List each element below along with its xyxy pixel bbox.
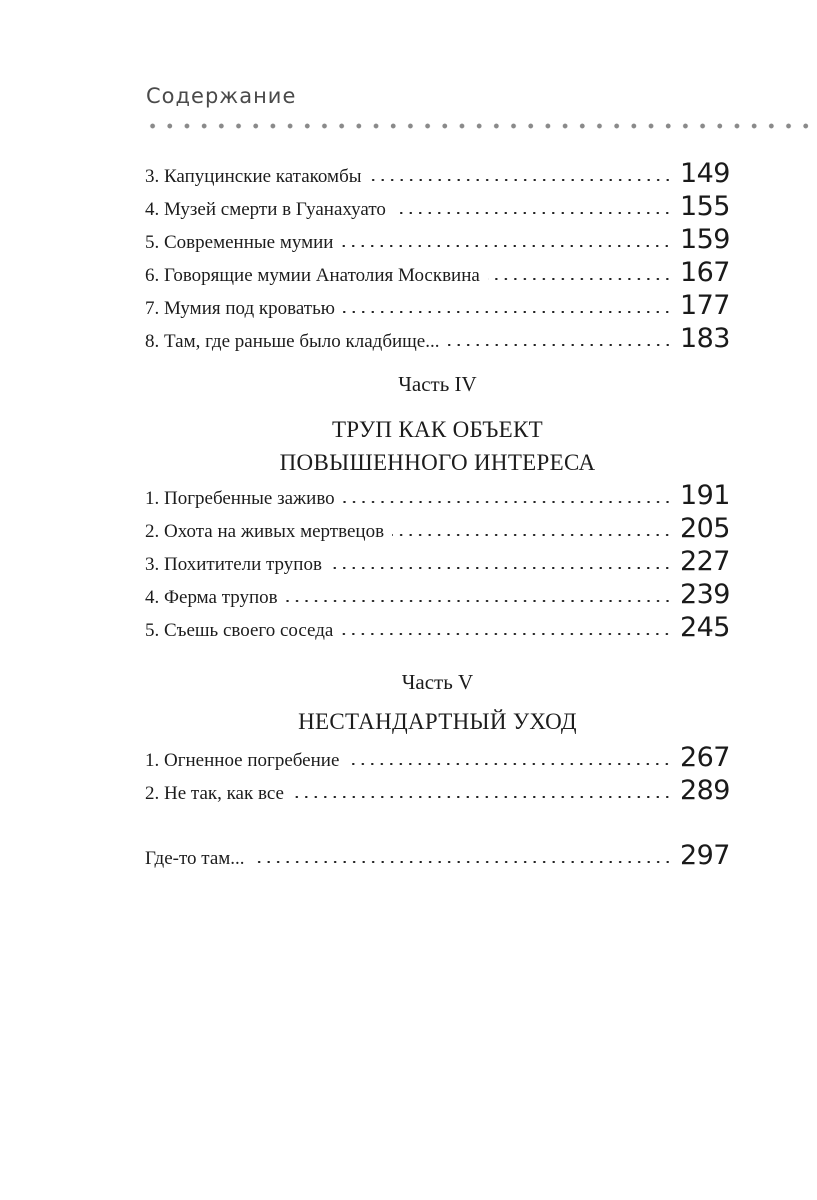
- entry-page-number: 191: [679, 480, 730, 511]
- entry-title: 2. Охота на живых мертвецов: [145, 521, 385, 542]
- entry-title: 5. Современные мумии: [145, 232, 334, 253]
- dot-leader: [370, 179, 672, 181]
- entry-page-number: 289: [679, 775, 730, 806]
- dot-leader: [392, 534, 672, 536]
- dot-leader: [488, 278, 672, 280]
- dot-leader: [330, 567, 672, 569]
- entry-page-number: 183: [679, 323, 730, 354]
- toc-entry[interactable]: [145, 257, 730, 290]
- part-title-line-1: ТРУП КАК ОБЪЕКТ: [331, 417, 544, 442]
- toc-entry[interactable]: [145, 323, 730, 356]
- toc-section-part-4: [145, 480, 730, 645]
- toc-entry[interactable]: [145, 612, 730, 645]
- dot-leader: [292, 796, 672, 798]
- entry-title: 6. Говорящие мумии Анатолия Москвина: [145, 265, 480, 286]
- toc-entry[interactable]: [145, 224, 730, 257]
- entry-page-number: 227: [679, 546, 730, 577]
- dot-leader: [343, 311, 672, 313]
- toc-section-part-5: [145, 742, 730, 808]
- dot-leader: [343, 501, 672, 503]
- entry-page-number: 267: [679, 742, 730, 773]
- entry-title: 5. Съешь своего соседа: [145, 620, 334, 641]
- toc-entry[interactable]: [145, 840, 730, 873]
- toc-entry[interactable]: [145, 579, 730, 612]
- entry-page-number: 149: [679, 158, 730, 189]
- toc-entry[interactable]: [145, 480, 730, 513]
- toc-entry[interactable]: [145, 290, 730, 323]
- entry-page-number: 297: [679, 840, 730, 871]
- entry-page-number: 155: [679, 191, 730, 222]
- entry-page-number: 205: [679, 513, 730, 544]
- entry-title: 8. Там, где раньше было кладбище...: [145, 331, 440, 352]
- dot-leader: [286, 600, 672, 602]
- part-title-line-2: ПОВЫШЕННОГО ИНТЕРЕСА: [279, 450, 596, 475]
- entry-page-number: 245: [679, 612, 730, 643]
- part-title-line-1: НЕСТАНДАРТНЫЙ УХОД: [298, 709, 577, 734]
- toc-section-epilogue: [145, 840, 730, 873]
- dot-leader: [448, 344, 672, 346]
- entry-title: 1. Погребенные заживо: [145, 488, 335, 509]
- dot-leader: [341, 633, 672, 635]
- running-head: Содержание: [146, 84, 297, 108]
- entry-page-number: 239: [679, 579, 730, 610]
- toc-entry[interactable]: [145, 158, 730, 191]
- part-label: Часть IV: [398, 372, 477, 396]
- toc-entry[interactable]: [145, 775, 730, 808]
- toc-entry[interactable]: [145, 742, 730, 775]
- entry-title: 3. Капуцинские катакомбы: [145, 166, 362, 187]
- part-label: Часть V: [401, 670, 474, 694]
- entry-title: 3. Похитители трупов: [145, 554, 322, 575]
- toc-entry[interactable]: [145, 546, 730, 579]
- entry-title: 1. Огненное погребение: [145, 750, 340, 771]
- dot-leader: [253, 861, 672, 863]
- dot-leader: [347, 763, 672, 765]
- entry-title: 7. Мумия под кроватью: [145, 298, 335, 319]
- entry-page-number: 159: [679, 224, 730, 255]
- toc-section-continued: [145, 158, 730, 356]
- toc-entry[interactable]: [145, 513, 730, 546]
- toc-entry[interactable]: [145, 191, 730, 224]
- dot-leader: [341, 245, 672, 247]
- dot-leader: [394, 212, 672, 214]
- entry-title: 4. Музей смерти в Гуанахуато: [145, 199, 386, 220]
- entry-page-number: 167: [679, 257, 730, 288]
- entry-title: 4. Ферма трупов: [145, 587, 278, 608]
- entry-title: Где-то там...: [145, 848, 245, 869]
- dotted-divider: [144, 122, 817, 130]
- entry-page-number: 177: [679, 290, 730, 321]
- entry-title: 2. Не так, как все: [145, 783, 284, 804]
